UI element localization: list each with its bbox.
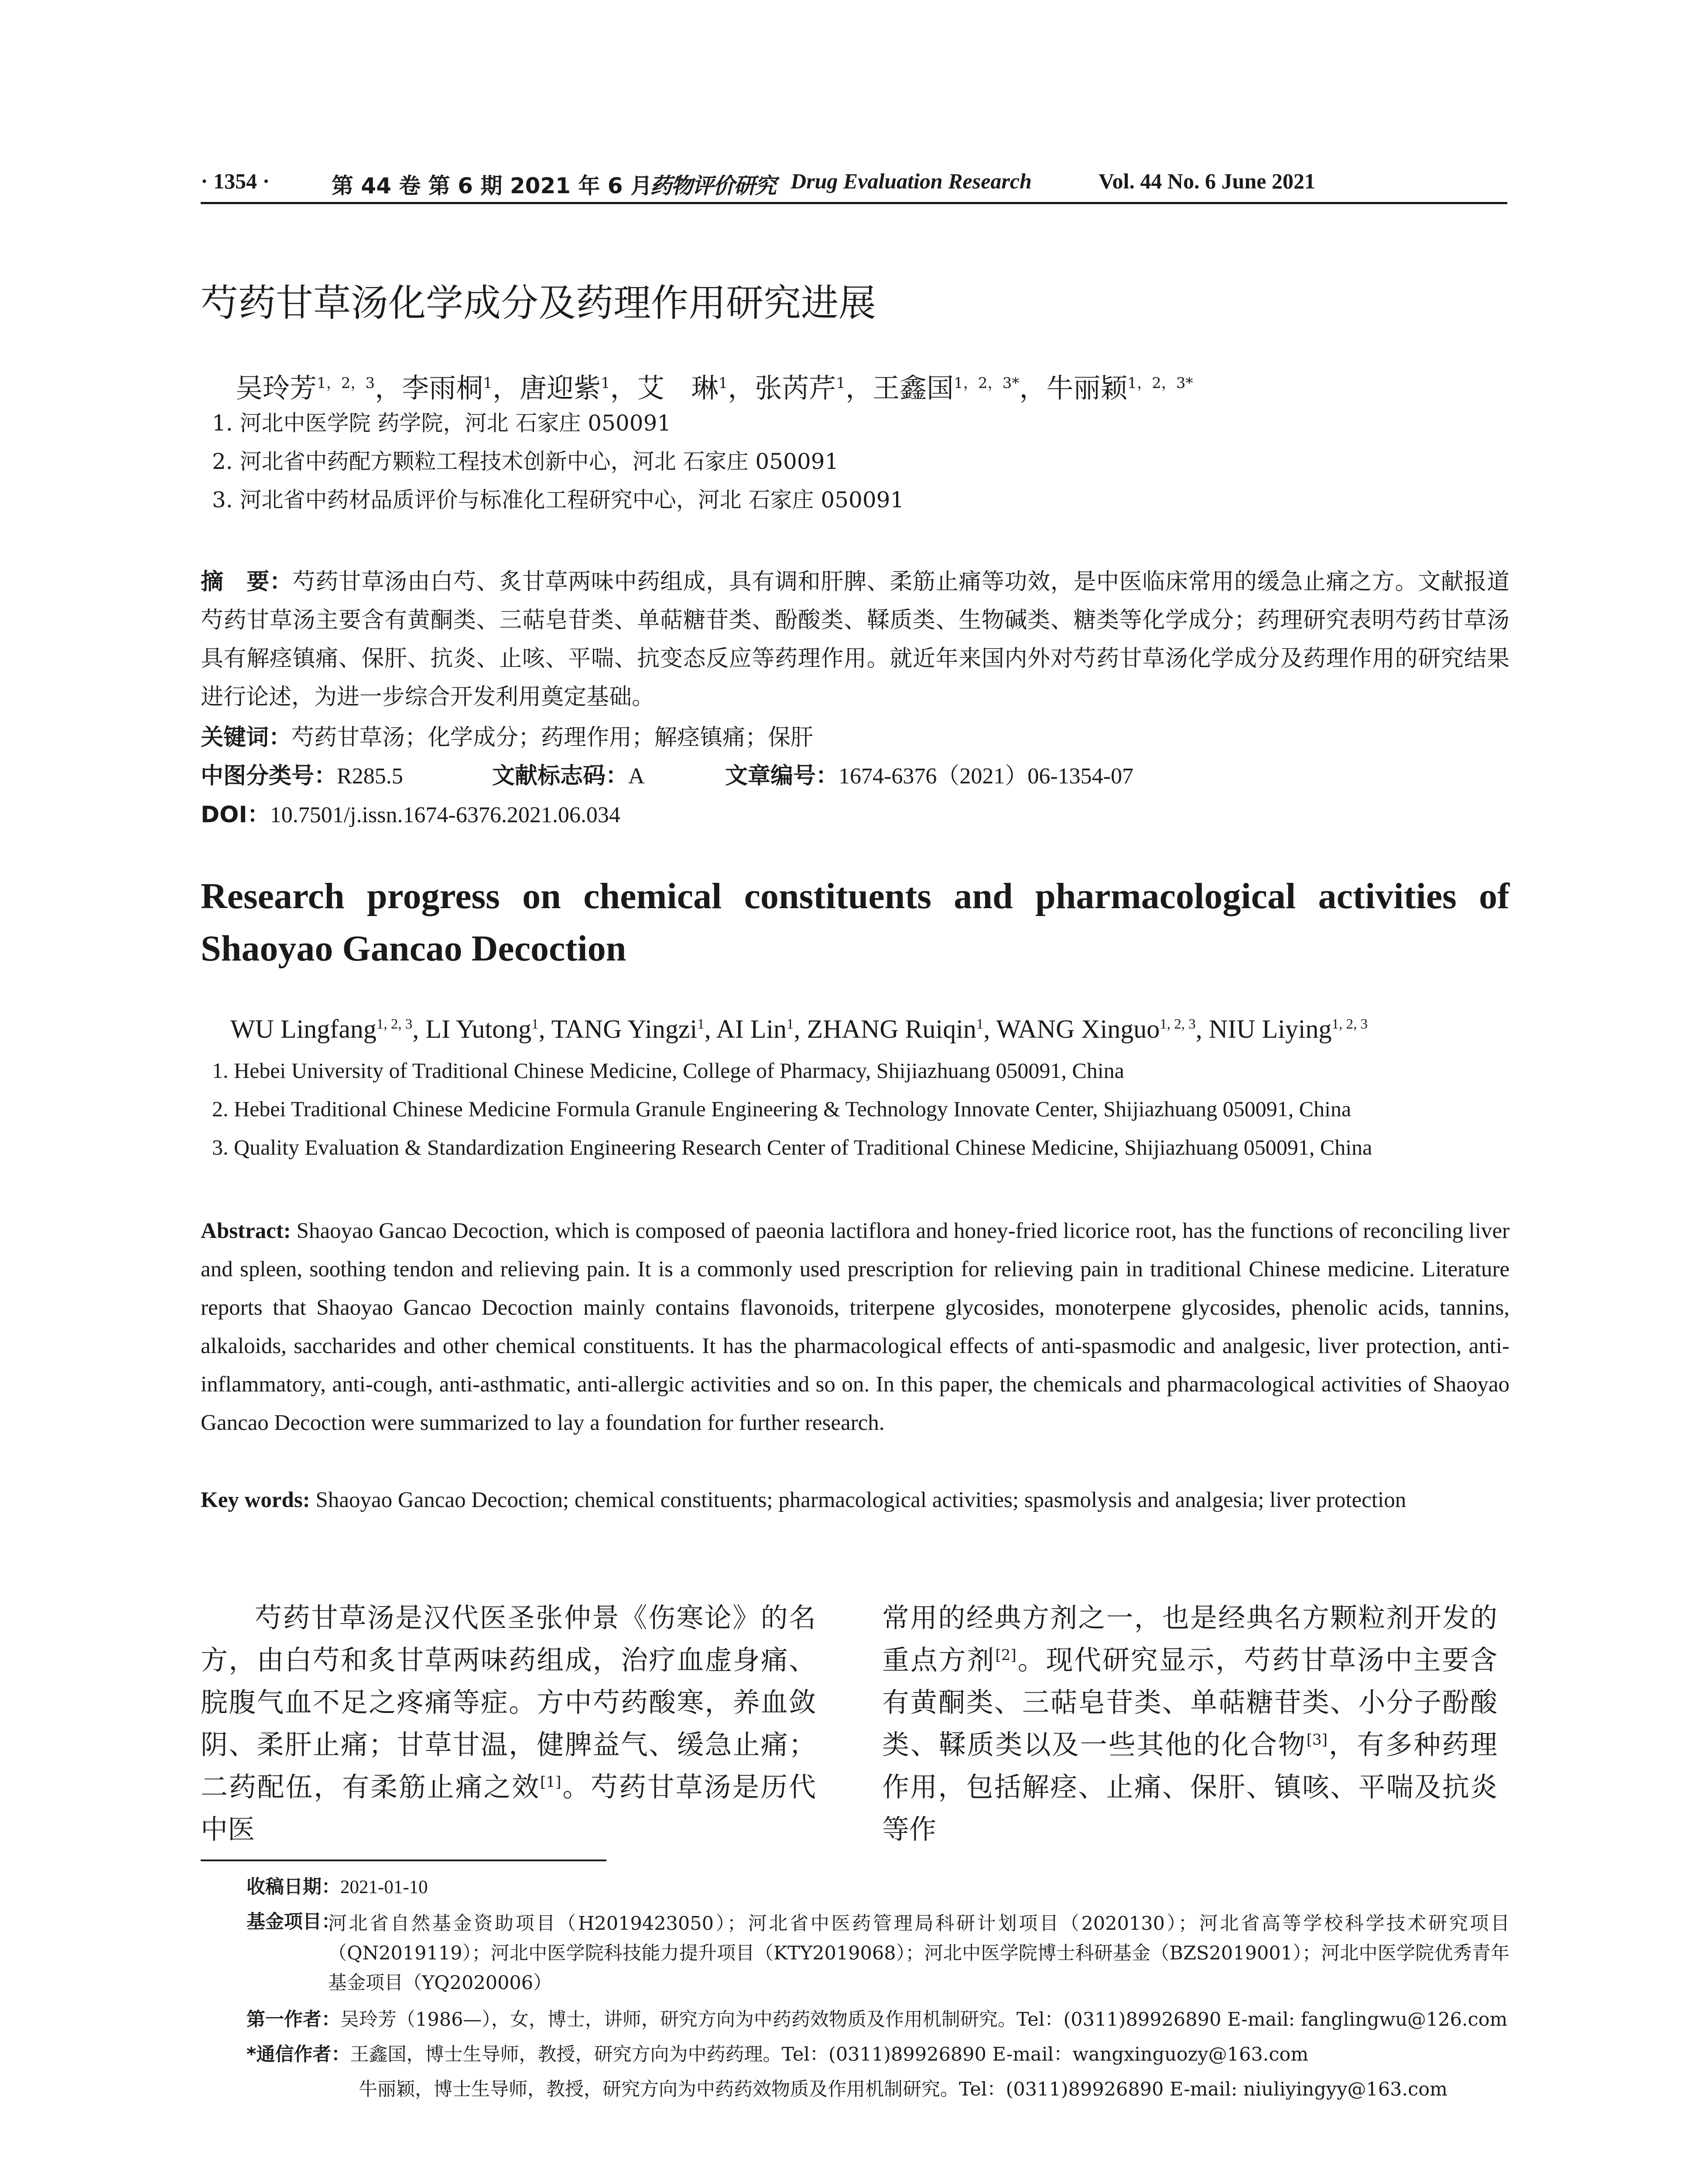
cn-author-affiliation-mark: 1 <box>836 374 846 392</box>
citation-mark: [1] <box>540 1773 561 1791</box>
issue-cn: 第 44 卷 第 6 期 2021 年 6 月 <box>332 173 652 198</box>
doc-code-label: 文献标志码： <box>492 763 629 789</box>
cn-author-affiliation-mark: 1 <box>718 374 728 392</box>
en-author-name: LI Yutong <box>425 1015 532 1043</box>
en-affiliation-3: 3. Quality Evaluation & Standardization Engineering Research Center of Traditional Chinese Medicine, Shijiazhuang 050091, China <box>212 1135 1373 1159</box>
en-keywords-text: Shaoyao Gancao Decoction; chemical constituents; pharmacological activities; spasmolysis and analgesia; liver protection <box>315 1488 1407 1512</box>
en-author-affiliation-mark: 1 <box>697 1016 705 1032</box>
en-author-affiliation-mark: 1, 2, 3 <box>1331 1016 1368 1032</box>
en-author-name: WANG Xinguo <box>996 1015 1160 1043</box>
en-author-affiliation-mark: 1 <box>787 1016 794 1032</box>
issue-en: Vol. 44 No. 6 June 2021 <box>1099 169 1315 193</box>
en-abstract-label: Abstract: <box>201 1219 291 1243</box>
en-keywords-label: Key words: <box>201 1488 310 1512</box>
body-text: 。芍药甘草汤是历代中医 <box>201 1771 816 1845</box>
en-affiliation-2: 2. Hebei Traditional Chinese Medicine Formula Granule Engineering & Technology Innovate Center, Shijiazhuang 050091, China <box>212 1097 1352 1121</box>
body-text: 芍药甘草汤是汉代医圣张仲景《伤寒论》的名方，由白芍和炙甘草两味药组成，治疗血虚身痛、脘腹气血不足之疼痛等症。方中芍药酸寒，养血敛阴、柔肝止痛；甘草甘温，健脾益气、缓急止痛；二药配伍，有柔筋止痛之效 <box>201 1602 816 1803</box>
cn-author-affiliation-mark: 1，2，3 <box>317 374 375 392</box>
footnote-first-author <box>246 2007 1509 2033</box>
body-text: 常用的经典方剂之一，也是经典名方颗粒剂开发的重点方剂 <box>882 1602 1497 1676</box>
clc-value: R285.5 <box>337 764 403 789</box>
citation-mark: [3] <box>1306 1731 1328 1749</box>
footnote-rule <box>201 1860 606 1861</box>
cn-author-name: 艾 琳 <box>637 372 719 404</box>
cn-author-name: 牛丽颖 <box>1046 372 1128 404</box>
corresponding-label: *通信作者： <box>246 2044 350 2065</box>
cn-abstract-label: 摘 要： <box>201 569 293 595</box>
doi-line <box>201 796 620 829</box>
cn-author-affiliation-mark: 1 <box>483 374 493 392</box>
citation-mark: [2] <box>995 1646 1017 1664</box>
article-no-label: 文章编号： <box>725 763 839 789</box>
cn-author-name: 唐迎紫 <box>519 372 601 404</box>
body-text: 。现代研究显示，芍药甘草汤中主要含有黄酮类、三萜皂苷类、单萜糖苷类、小分子酚酸类、鞣质类以及一些其他的化合物 <box>882 1644 1497 1761</box>
footnote-received <box>246 1874 428 1901</box>
cn-author-name: 李雨桐 <box>402 372 483 404</box>
page-number: · 1354 · <box>201 169 270 193</box>
en-author-name: ZHANG Ruiqin <box>807 1015 976 1043</box>
cn-title: 芍药甘草汤化学成分及药理作用研究进展 <box>201 281 876 325</box>
received-label: 收稿日期： <box>246 1876 340 1898</box>
corresponding-text-1: 王鑫国，博士生导师，教授，研究方向为中药药理。Tel：(0311)89926890 E-mail：wangxinguozy@163.com <box>350 2044 1309 2065</box>
clc-label: 中图分类号： <box>201 763 337 789</box>
en-author-affiliation-mark: 1, 2, 3 <box>376 1016 413 1032</box>
cn-author-affiliation-mark: 1 <box>600 374 610 392</box>
article-no-value: 1674-6376（2021）06-1354-07 <box>839 764 1133 789</box>
journal-cn: 药物评价研究 <box>650 173 776 198</box>
en-abstract <box>201 1212 1509 1442</box>
cn-keywords <box>201 719 813 752</box>
body-text: ，有多种药理作用，包括解痉、止痛、保肝、镇咳、平喘及抗炎等作 <box>882 1729 1497 1845</box>
en-authors: WU Lingfang$^{1, 2, 3}$, LI Yutong$^1$, TANG Yingzi$^1$, AI Lin$^1$, ZHANG Ruiqin$^1$, WANG Xinguo$^{1, 2, 3}$, NIU Liying$^{1, 2, 3}$ <box>230 1015 1368 1043</box>
cn-affiliation-3: 3. 河北省中药材品质评价与标准化工程研究中心，河北 石家庄 050091 <box>212 487 904 513</box>
cn-authors: 吴玲芳$^{1,2,3}$，李雨桐$^1$，唐迎紫$^1$，艾 琳$^1$，张芮芹$^1$，王鑫国$^{1,2,3*}$，牛丽颖$^{1,2,3*}$ <box>236 372 1193 404</box>
funding-label: 基金项目： <box>246 1911 340 1933</box>
cn-author-affiliation-mark: 1，2，3* <box>954 374 1020 392</box>
body-column-right <box>882 1596 1497 1850</box>
running-header <box>201 168 1509 199</box>
en-affiliation-1: 1. Hebei University of Traditional Chinese Medicine, College of Pharmacy, Shijiazhuang 050091, China <box>212 1058 1124 1083</box>
en-keywords <box>201 1481 1509 1519</box>
en-author-name: TANG Yingzi <box>551 1015 698 1043</box>
corresponding-text-2: 牛丽颖，博士生导师，教授，研究方向为中药药效物质及作用机制研究。Tel：(0311)89926890 E-mail: niuliyingyy@163.com <box>359 2078 1448 2100</box>
doi-label: DOI： <box>201 802 270 828</box>
doc-code-value: A <box>628 764 645 789</box>
cn-abstract <box>201 563 1509 716</box>
en-abstract-text: Shaoyao Gancao Decoction, which is composed of paeonia lactiflora and honey-fried licorice root, has the functions of reconciling liver and spleen, soothing tendon and relieving pain. It is a commonly used prescription for relieving pain in traditional Chinese medicine. Literature reports that Shaoyao Gancao Decoction mainly contains flavonoids, triterpene glycosides, monoterpene glycosides, phenolic acids, tannins, alkaloids, saccharides and other chemical constituents. It has the pharmacological effects of anti-spasmodic and analgesic, liver protection, anti-inflammatory, anti-cough, anti-asthmatic, anti-allergic activities and so on. In this paper, the chemicals and pharmacological activities of Shaoyao Gancao Decoction were summarized to lay a foundation for further research. <box>201 1219 1510 1435</box>
en-author-affiliation-mark: 1 <box>976 1016 984 1032</box>
first-author-label: 第一作者： <box>246 2009 340 2031</box>
en-title: Research progress on chemical constituents and pharmacological activities of Shaoyao Gancao Decoction <box>201 876 1509 969</box>
cn-author-affiliation-mark: 1，2，3* <box>1127 374 1193 392</box>
en-author-name: AI Lin <box>716 1015 787 1043</box>
funding-text: 河北省自然基金资助项目（H2019423050）；河北省中医药管理局科研计划项目（2020130）；河北省高等学校科学技术研究项目（QN2019119）；河北中医学院科技能力提升项目（KTY2019068）；河北中医学院博士科研基金（BZS2019001）；河北中医学院优秀青年基金项目（YQ2020006） <box>328 1913 1509 1994</box>
journal-en: Drug Evaluation Research <box>791 169 1032 193</box>
cn-abstract-text: 芍药甘草汤由白芍、炙甘草两味中药组成，具有调和肝脾、柔筋止痛等功效，是中医临床常用的缓急止痛之方。文献报道芍药甘草汤主要含有黄酮类、三萜皂苷类、单萜糖苷类、酚酸类、鞣质类、生物碱类、糖类等化学成分；药理研究表明芍药甘草汤具有解痉镇痛、保肝、抗炎、止咳、平喘、抗变态反应等药理作用。就近年来国内外对芍药甘草汤化学成分及药理作用的研究结果进行论述，为进一步综合开发利用奠定基础。 <box>201 569 1509 710</box>
cn-keywords-text: 芍药甘草汤；化学成分；药理作用；解痉镇痛；保肝 <box>291 725 814 751</box>
en-author-affiliation-mark: 1, 2, 3 <box>1160 1016 1196 1032</box>
body-column-left <box>201 1596 816 1850</box>
cn-author-name: 张芮芹 <box>755 372 836 404</box>
cn-author-name: 吴玲芳 <box>236 372 317 404</box>
cn-affiliation-1: 1. 河北中医学院 药学院，河北 石家庄 050091 <box>212 410 671 436</box>
cn-classification <box>201 757 1509 788</box>
footnote-corresponding <box>246 2041 1509 2068</box>
en-author-affiliation-mark: 1 <box>531 1016 539 1032</box>
header-rule <box>201 202 1507 204</box>
received-date: 2021-01-10 <box>340 1877 428 1897</box>
first-author-text: 吴玲芳（1986—），女，博士，讲师，研究方向为中药药效物质及作用机制研究。Tel：(0311)89926890 E-mail: fanglingwu@126.com <box>340 2009 1508 2031</box>
doi-value: 10.7501/j.issn.1674-6376.2021.06.034 <box>270 803 620 827</box>
cn-author-name: 王鑫国 <box>873 372 954 404</box>
cn-affiliation-2: 2. 河北省中药配方颗粒工程技术创新中心，河北 石家庄 050091 <box>212 449 839 474</box>
cn-keywords-label: 关键词： <box>201 725 292 751</box>
en-author-name: NIU Liying <box>1208 1015 1332 1043</box>
en-author-name: WU Lingfang <box>230 1015 377 1043</box>
